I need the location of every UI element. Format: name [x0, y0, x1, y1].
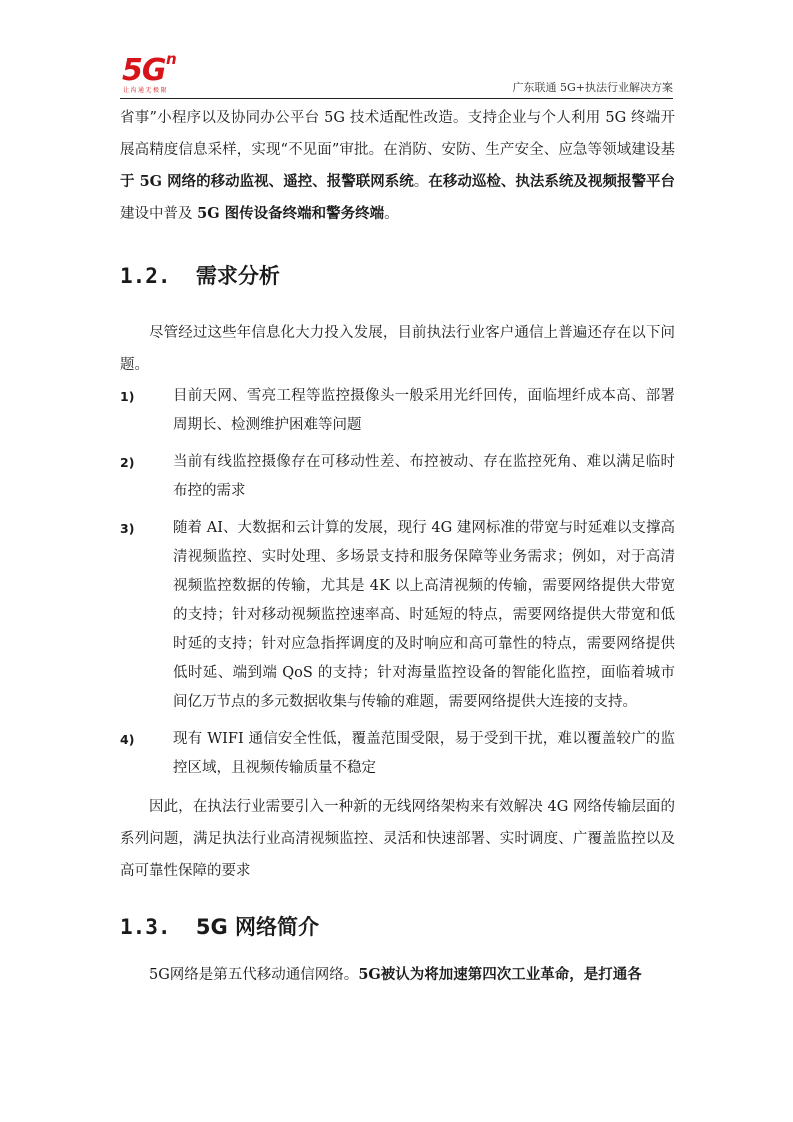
section-title: 需求分析 — [195, 264, 280, 288]
section-number: 1.3. — [120, 915, 171, 939]
section-title: 5G 网络简介 — [195, 915, 320, 939]
intro-text-3: 建设中普及 — [120, 206, 198, 222]
header-title: 广东联通 5G+执法行业解决方案 — [512, 81, 673, 94]
intro-paragraph — [120, 102, 675, 230]
list-item-number: 4) — [120, 732, 135, 747]
intro-text-4: 。 — [384, 206, 399, 222]
list-item-number: 1) — [120, 389, 135, 404]
list-item-text: 现有 WIFI 通信安全性低，覆盖范围受限，易于受到干扰，难以覆盖较广的监控区域，且视频传输质量不稳定 — [173, 731, 675, 776]
list-item-number: 2) — [120, 455, 135, 470]
requirements-lead: 尽管经过这些年信息化大力投入发展，目前执法行业客户通信上普遍还存在以下问题。 — [120, 325, 675, 373]
header-divider — [120, 98, 673, 99]
intro-bold-3: 5G 图传设备终端和警务终端 — [197, 205, 385, 222]
5g-intro-bold: 5G被认为将加速第四次工业革命，是打通各 — [358, 966, 642, 983]
intro-bold-1: 于 5G 网络的移动监视、遥控、报警联网系统 — [120, 173, 414, 190]
5g-intro-paragraph — [120, 959, 675, 991]
list-item-number: 3) — [120, 521, 135, 536]
page-header — [120, 52, 673, 100]
section-heading-1-3 — [120, 911, 675, 943]
document-body — [120, 102, 675, 991]
requirements-list — [120, 382, 675, 783]
list-item — [120, 514, 675, 717]
list-item-text: 当前有线监控摄像存在可移动性差、布控被动、存在监控死角、难以满足临时布控的需求 — [173, 454, 675, 499]
list-item-text: 随着 AI、大数据和云计算的发展，现行 4G 建网标准的带宽与时延难以支撑高清视频监控、实时处理、多场景支持和服务保障等业务需求；例如，对于高清视频监控数据的传输，尤其是 4K 以上高清视频的传输，需要网络提供大带宽的支持；针对移动视频监控速率高、时延短的特点，需要网络提供大带宽和低时延的支持；针对应急指挥调度的及时响应和高可靠性的特点，需要网络提供低时延、端到端 QoS 的支持；针对海量监控设备的智能化监控，面临着城市间亿万节点的多元数据收集与传输的难题，需要网络提供大连接的支持。 — [173, 520, 675, 710]
5g-intro-text: 5G网络是第五代移动通信网络。 — [149, 967, 359, 983]
list-item-text: 目前天网、雪亮工程等监控摄像头一般采用光纤回传，面临埋纤成本高、部署周期长、检测维护困难等问题 — [173, 388, 675, 433]
section-number: 1.2. — [120, 264, 171, 288]
logo-main-text: 5G — [122, 53, 166, 88]
5g-logo — [120, 52, 200, 98]
intro-text-2: 。 — [413, 174, 429, 190]
intro-bold-2: 在移动巡检、执法系统及视频报警平台 — [428, 173, 675, 190]
logo-superscript: n — [166, 50, 177, 68]
list-item — [120, 382, 675, 440]
list-item — [120, 448, 675, 506]
section-heading-1-2 — [120, 260, 675, 292]
conclusion-paragraph: 因此，在执法行业需要引入一种新的无线网络架构来有效解决 4G 网络传输层面的系列问题，满足执法行业高清视频监控、灵活和快速部署、实时调度、广覆盖监控以及高可靠性保障的要求 — [120, 799, 675, 879]
intro-text-1: 省事”小程序以及协同办公平台 5G 技术适配性改造。支持企业与个人利用 5G 终端开展高精度信息采样，实现“不见面”审批。在消防、安防、生产安全、应急等领域建设基 — [120, 110, 675, 158]
logo-tagline: 让沟通无极限 — [123, 87, 169, 94]
list-item — [120, 725, 675, 783]
